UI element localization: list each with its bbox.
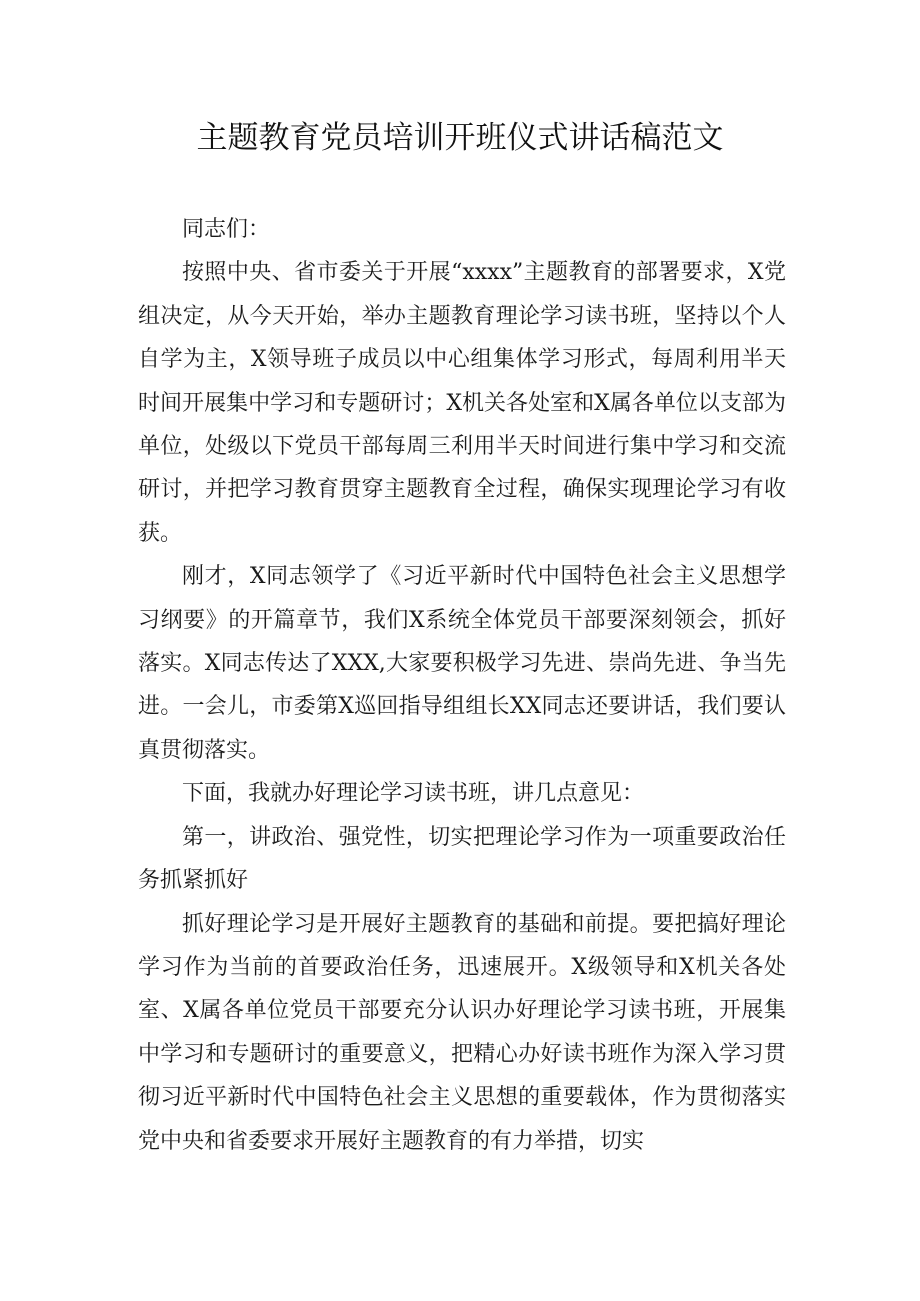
paragraph-deployment: 按照中央、省市委关于开展“xxxx”主题教育的部署要求，X党组决定，从今天开始，举办主题教育理论学习读书班，坚持以个人自学为主，X领导班子成员以中心组集体学习形式，每周利用半天时间开展集中学习和专题研讨；X机关各处室和X属各单位以支部为单位，处级以下党员干部每周三利用半天时间进行集中学习和交流研讨，并把学习教育贯穿主题教育全过程，确保实现理论学习有收获。: [138, 260, 786, 546]
paragraph-theory-study: 抓好理论学习是开展好主题教育的基础和前提。要把搞好理论学习作为当前的首要政治任务，迅速展开。X级领导和X机关各处室、X属各单位党员干部要充分认识办好理论学习读书班，开展集中学习和专题研讨的重要意义，把精心办好读书班作为深入学习贯彻习近平新时代中国特色社会主义思想的重要载体，作为贯彻落实党中央和省委要求开展好主题教育的有力举措，切实: [138, 911, 786, 1154]
paragraph-study-guide: 刚才，X同志领学了《习近平新时代中国特色社会主义思想学习纲要》的开篇章节，我们X系统全体党员干部要深刻领会，抓好落实。X同志传达了XXX,大家要积极学习先进、崇尚先进、争当先进。一会儿，市委第X巡回指导组组长XX同志还要讲话，我们要认真贯彻落实。: [138, 564, 786, 763]
document-title: 主题教育党员培训开班仪式讲话稿范文: [196, 120, 724, 156]
paragraph-opinions-intro: 下面，我就办好理论学习读书班，讲几点意见：: [182, 781, 645, 807]
salutation: 同志们：: [182, 217, 271, 242]
document-body: [138, 208, 786, 1163]
section-heading-first: 第一，讲政治、强党性，切实把理论学习作为一项重要政治任务抓紧抓好: [138, 824, 786, 894]
